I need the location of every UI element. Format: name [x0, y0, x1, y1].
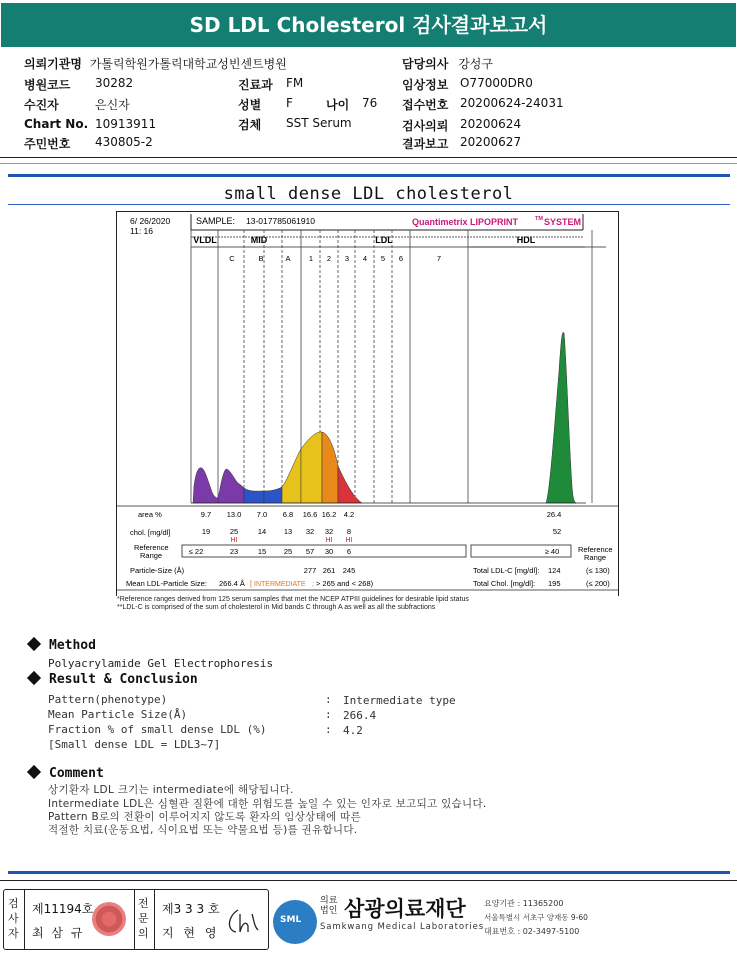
report-title: SD LDL Cholesterol 검사결과보고서 [1, 3, 736, 47]
receiver-label: 수진자 [24, 98, 59, 112]
blue-rule-bottom [8, 871, 730, 874]
band-label-2: 2 [326, 254, 332, 263]
system-suffix: SYSTEM [544, 217, 582, 227]
mean-size-close: ; [312, 579, 315, 588]
info-divider-light [0, 163, 737, 164]
result-colon-2: : [325, 708, 332, 721]
request-date-value: 20200624 [460, 117, 522, 131]
reference-value-6: 6 [346, 547, 352, 556]
row-label-mean-size: Mean LDL-Particle Size: [126, 579, 207, 588]
hi-flag-2: HI [345, 537, 353, 544]
hi-flag-0: HI [230, 537, 238, 544]
system-name: Quantimetrix LIPOPRINT [412, 217, 519, 227]
reference-value-0: ≤ 22 [188, 547, 204, 556]
org-prefix: 의료법인 [320, 896, 338, 916]
chart-svg [116, 211, 619, 596]
attending-row [402, 55, 493, 72]
signature-box [3, 889, 269, 950]
total-ldl-value: 124 [548, 566, 561, 575]
mean-size-value: 266.4 Å [219, 579, 245, 588]
reference-value-4: 57 [305, 547, 315, 556]
particle-size-2: 245 [342, 566, 356, 575]
chart-date: 6/ 26/2020 [130, 216, 171, 226]
hospital-code-row [24, 76, 70, 93]
info-divider [0, 157, 737, 158]
area-value-3: 6.8 [282, 510, 294, 519]
chart-no-label: Chart No. [24, 117, 89, 131]
role-examiner: 검사자 [8, 897, 19, 940]
region-label-vldl: VLDL [193, 235, 217, 245]
method-bullet-icon [27, 637, 41, 651]
band-label-A: A [285, 254, 291, 263]
comment-line-2: Intermediate LDL은 심혈관 질환에 대한 위험도를 높일 수 있는 인자로 보고되고 있습니다. [48, 798, 487, 810]
mean-size-category: INTERMEDIATE [254, 581, 306, 588]
particle-size-1: 261 [322, 566, 336, 575]
footnote-1: *Reference ranges derived from 125 serum samples that met the NCEP ATPIII guidelines for desirable lipid status [117, 596, 469, 603]
attending-value: 강성구 [458, 57, 493, 71]
method-text: Polyacrylamide Gel Electrophoresis [48, 657, 274, 670]
age-label: 나이 [326, 98, 350, 112]
row-label-chol: chol. [mg/dl] [130, 528, 171, 537]
result-heading: Result & Conclusion [26, 672, 198, 687]
system-tm: TM [535, 216, 543, 222]
specimen-value: SST Serum [286, 116, 352, 130]
chart-no-value: 10913911 [95, 117, 157, 131]
hospital-code-label: 병원코드 [24, 78, 71, 92]
area-value-4: 16.6 [302, 510, 318, 519]
comment-heading: Comment [26, 766, 104, 781]
band-label-6: 6 [398, 254, 404, 263]
hdl-reference-value: ≥ 40 [544, 547, 560, 556]
hi-flag-1: HI [325, 537, 333, 544]
report-date-value: 20200627 [460, 135, 522, 149]
institution-value: 가톨릭학원가톨릭대학교성빈센트병원 [89, 57, 287, 71]
row-label-reference-1: Reference [134, 543, 169, 552]
examiner-license: 제11194호 [32, 902, 94, 916]
address-line-2: 서울특별시 서초구 양재동 9-60 [484, 913, 588, 922]
footnote-2: **LDL-C is comprised of the sum of cholesterol in Mid bands C through A as well as all the subfractions [117, 604, 436, 611]
role-specialist: 전문의 [138, 897, 149, 940]
mean-size-ranges: > 265 and < 268) [316, 579, 374, 588]
chol-value-5: 32 [324, 527, 334, 536]
institution-label: 의뢰기관명 [24, 57, 82, 71]
chol-value-4: 32 [305, 527, 315, 536]
report-date-label: 결과보고 [402, 137, 449, 151]
chart-frame [117, 212, 619, 597]
address-line-3: 대표번호 : 02-3497-5100 [484, 927, 580, 936]
area-value-2: 7.0 [256, 510, 268, 519]
result-colon-1: : [325, 693, 332, 706]
hdl-chol-value: 52 [552, 527, 562, 536]
chol-value-6: 8 [346, 527, 352, 536]
signature-icon [224, 906, 260, 936]
institution-row [24, 55, 287, 72]
band-label-1: 1 [308, 254, 314, 263]
region-label-hdl: HDL [516, 235, 536, 245]
area-value-1: 13.0 [226, 510, 242, 519]
result-bullet-icon [27, 671, 41, 685]
comment-line-4: 적절한 치료(운동요법, 식이요법 또는 약물요법 등)를 권유합니다. [48, 824, 358, 836]
chol-value-3: 13 [283, 527, 293, 536]
result-label-definition: [Small dense LDL = LDL3~7] [48, 738, 221, 751]
band-label-B: B [258, 254, 264, 263]
total-chol-label: Total Chol. [mg/dl]: [473, 579, 536, 588]
mean-size-open: [ [250, 579, 253, 588]
sml-logo-icon: SML [273, 900, 317, 944]
total-chol-ref: (≤ 200) [586, 579, 610, 588]
id-value: 430805-2 [95, 135, 153, 149]
org-name: 삼광의료재단 [344, 897, 466, 921]
accession-value: 20200624-24031 [460, 96, 564, 110]
specialist-name: 지 현 영 [162, 926, 220, 940]
examiner-name: 최 삼 규 [32, 926, 85, 940]
department-value: FM [286, 76, 304, 90]
area-value-6: 4.2 [343, 510, 355, 519]
method-heading: Method [26, 638, 96, 653]
row-label-reference-2: Range [140, 551, 163, 560]
total-chol-value: 195 [548, 579, 561, 588]
specimen-label: 검체 [238, 118, 262, 132]
band-label-C: C [229, 254, 235, 263]
particle-size-0: 277 [303, 566, 317, 575]
row-label-particle-size: Particle-Size (Å) [130, 566, 185, 575]
reference-range-right-1: Reference [578, 545, 613, 554]
chart-title: small dense LDL cholesterol [223, 184, 514, 204]
hospital-code-value: 30282 [95, 76, 134, 90]
id-label: 주민번호 [24, 137, 71, 151]
seal-stamp-icon [92, 902, 126, 936]
attending-label: 담당의사 [402, 57, 449, 71]
band-label-5: 5 [380, 254, 386, 263]
comment-line-3: Pattern B로의 전환이 이루어지지 않도록 환자의 임상상태에 따른 [48, 811, 362, 823]
footer-divider [0, 880, 737, 881]
result-label-pattern: Pattern(phenotype) [48, 693, 168, 706]
reference-value-1: 23 [229, 547, 239, 556]
result-label-fraction: Fraction % of small dense LDL (%) [48, 723, 267, 736]
blue-rule-top [8, 174, 730, 177]
specialist-license: 제3 3 3 호 [162, 902, 220, 916]
address-line-1: 요양기관 : 11365200 [484, 899, 564, 908]
chol-value-0: 19 [201, 527, 211, 536]
sample-id: 13-017785061910 [246, 216, 316, 226]
total-ldl-ref: (≤ 130) [586, 566, 610, 575]
clinical-info-value: O77000DR0 [460, 76, 533, 90]
reference-range-right-2: Range [584, 553, 607, 562]
result-value-size: 266.4 [343, 709, 377, 722]
result-colon-3: : [325, 723, 332, 736]
comment-line-1: 상기환자 LDL 크기는 intermediate에 해당됩니다. [48, 784, 294, 796]
total-ldl-label: Total LDL-C [mg/dl]: [473, 566, 540, 575]
row-label-area: area % [138, 510, 162, 519]
area-value-0: 9.7 [200, 510, 212, 519]
band-label-4: 4 [362, 254, 368, 263]
accession-label: 접수번호 [402, 98, 449, 112]
request-date-label: 검사의뢰 [402, 119, 449, 133]
chol-value-1: 25 [229, 527, 239, 536]
result-value-pattern: Intermediate type [343, 694, 456, 707]
receiver-value: 은신자 [95, 98, 130, 112]
clinical-info-label: 임상정보 [402, 78, 449, 92]
reference-value-5: 30 [324, 547, 334, 556]
comment-bullet-icon [27, 765, 41, 779]
band-label-7: 7 [436, 254, 442, 263]
age-value: 76 [362, 96, 378, 110]
lipoprint-chart [116, 211, 619, 596]
sex-value: F [286, 96, 293, 110]
org-english: Samkwang Medical Laboratories [320, 922, 485, 932]
result-label-size: Mean Particle Size(Å) [48, 708, 188, 721]
region-label-mid: MID [250, 235, 268, 245]
reference-value-3: 25 [283, 547, 293, 556]
department-label: 진료과 [238, 78, 273, 92]
chart-title-rule [8, 204, 730, 205]
reference-value-2: 15 [257, 547, 267, 556]
hdl-area-value: 26.4 [546, 510, 562, 519]
band-label-3: 3 [344, 254, 350, 263]
chol-value-2: 14 [257, 527, 267, 536]
chart-time: 11: 16 [130, 226, 154, 236]
area-value-5: 16.2 [321, 510, 337, 519]
sex-label: 성별 [238, 98, 262, 112]
result-value-fraction: 4.2 [343, 724, 363, 737]
region-label-ldl: LDL [375, 235, 393, 245]
sample-label: SAMPLE: [196, 216, 236, 226]
